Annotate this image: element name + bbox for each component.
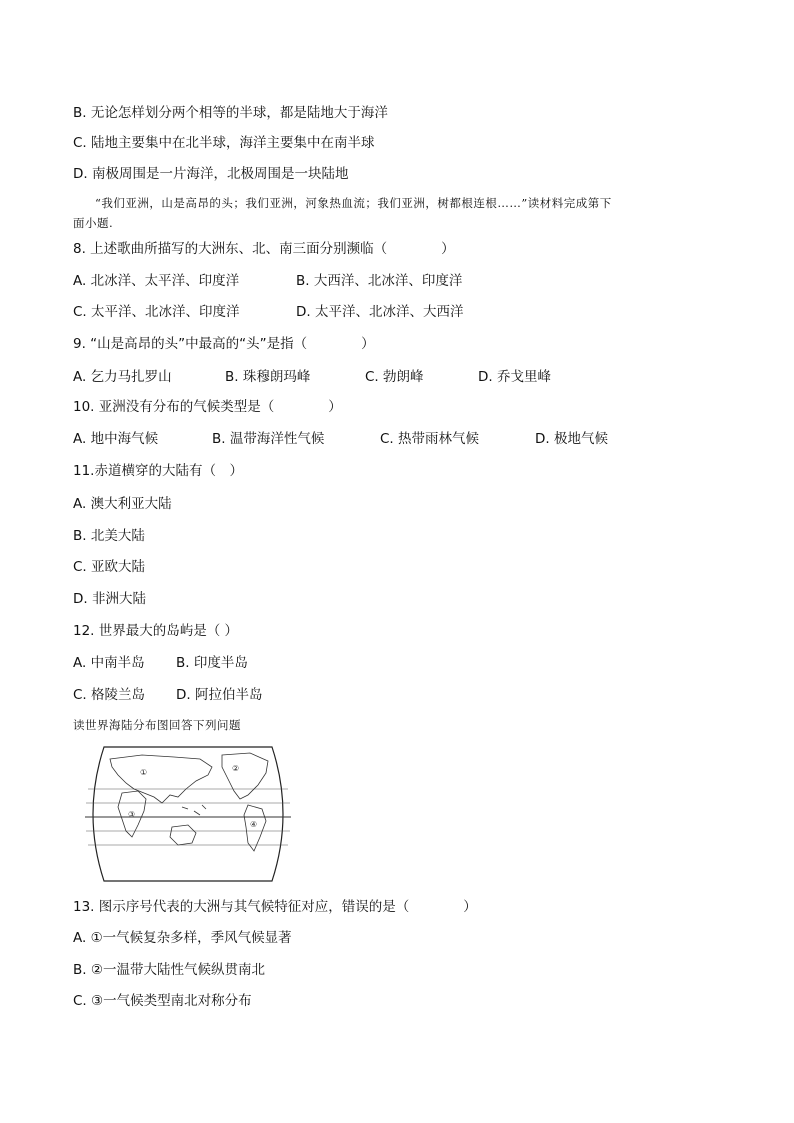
q12-option-a: A. 中南半岛 bbox=[73, 655, 145, 671]
q9-option-d: D. 乔戈里峰 bbox=[478, 369, 551, 385]
q7-option-d: D. 南极周围是一片海洋，北极周围是一块陆地 bbox=[73, 166, 349, 182]
q8-option-c: C. 太平洋、北冰洋、印度洋 bbox=[73, 304, 240, 320]
q12-option-d: D. 阿拉伯半岛 bbox=[176, 687, 263, 703]
map-marker-2: ② bbox=[232, 764, 240, 773]
q13-option-a: A. ①一气候复杂多样，季风气候显著 bbox=[73, 930, 292, 946]
question-10: 10. 亚洲没有分布的气候类型是（ ） bbox=[73, 399, 342, 415]
question-13: 13. 图示序号代表的大洲与其气候特征对应，错误的是（ ） bbox=[73, 899, 477, 915]
question-11: 11.赤道横穿的大陆有（ ） bbox=[73, 463, 243, 479]
q13-option-b: B. ②一温带大陆性气候纵贯南北 bbox=[73, 962, 265, 978]
reading-material-line-1: “我们亚洲，山是高昂的头；我们亚洲，河象热血流；我们亚洲，树都根连根……”读材料完成第下 bbox=[95, 196, 612, 210]
q10-option-c: C. 热带雨林气候 bbox=[380, 431, 480, 447]
map-marker-3: ③ bbox=[128, 810, 136, 819]
q8-option-b: B. 大西洋、北冰洋、印度洋 bbox=[296, 273, 463, 289]
world-land-sea-map bbox=[82, 745, 294, 883]
reading-material-line-2: 面小题. bbox=[73, 216, 114, 230]
q7-option-c: C. 陆地主要集中在北半球，海洋主要集中在南半球 bbox=[73, 135, 375, 151]
q10-option-a: A. 地中海气候 bbox=[73, 431, 159, 447]
q10-option-b: B. 温带海洋性气候 bbox=[212, 431, 325, 447]
q12-option-c: C. 格陵兰岛 bbox=[73, 687, 146, 703]
q9-option-a: A. 乞力马扎罗山 bbox=[73, 369, 172, 385]
question-8: 8. 上述歌曲所描写的大洲东、北、南三面分别濒临（ ） bbox=[73, 241, 455, 257]
q9-option-c: C. 勃朗峰 bbox=[365, 369, 424, 385]
q10-option-d: D. 极地气候 bbox=[535, 431, 608, 447]
q9-option-b: B. 珠穆朗玛峰 bbox=[225, 369, 311, 385]
q7-option-b: B. 无论怎样划分两个相等的半球，都是陆地大于海洋 bbox=[73, 105, 388, 121]
q8-option-a: A. 北冰洋、太平洋、印度洋 bbox=[73, 273, 240, 289]
map-frame bbox=[93, 747, 283, 881]
q11-option-c: C. 亚欧大陆 bbox=[73, 559, 146, 575]
map-marker-1: ① bbox=[140, 768, 148, 777]
q12-option-b: B. 印度半岛 bbox=[176, 655, 248, 671]
map-intro: 读世界海陆分布图回答下列问题 bbox=[73, 718, 241, 732]
question-9: 9. “山是高昂的头”中最高的“头”是指（ ） bbox=[73, 336, 375, 352]
q11-option-d: D. 非洲大陆 bbox=[73, 591, 146, 607]
q13-option-c: C. ③一气候类型南北对称分布 bbox=[73, 993, 252, 1009]
map-marker-4: ④ bbox=[250, 820, 258, 829]
question-12: 12. 世界最大的岛屿是（ ） bbox=[73, 623, 239, 639]
q8-option-d: D. 太平洋、北冰洋、大西洋 bbox=[296, 304, 464, 320]
q11-option-a: A. 澳大利亚大陆 bbox=[73, 496, 172, 512]
q11-option-b: B. 北美大陆 bbox=[73, 528, 145, 544]
